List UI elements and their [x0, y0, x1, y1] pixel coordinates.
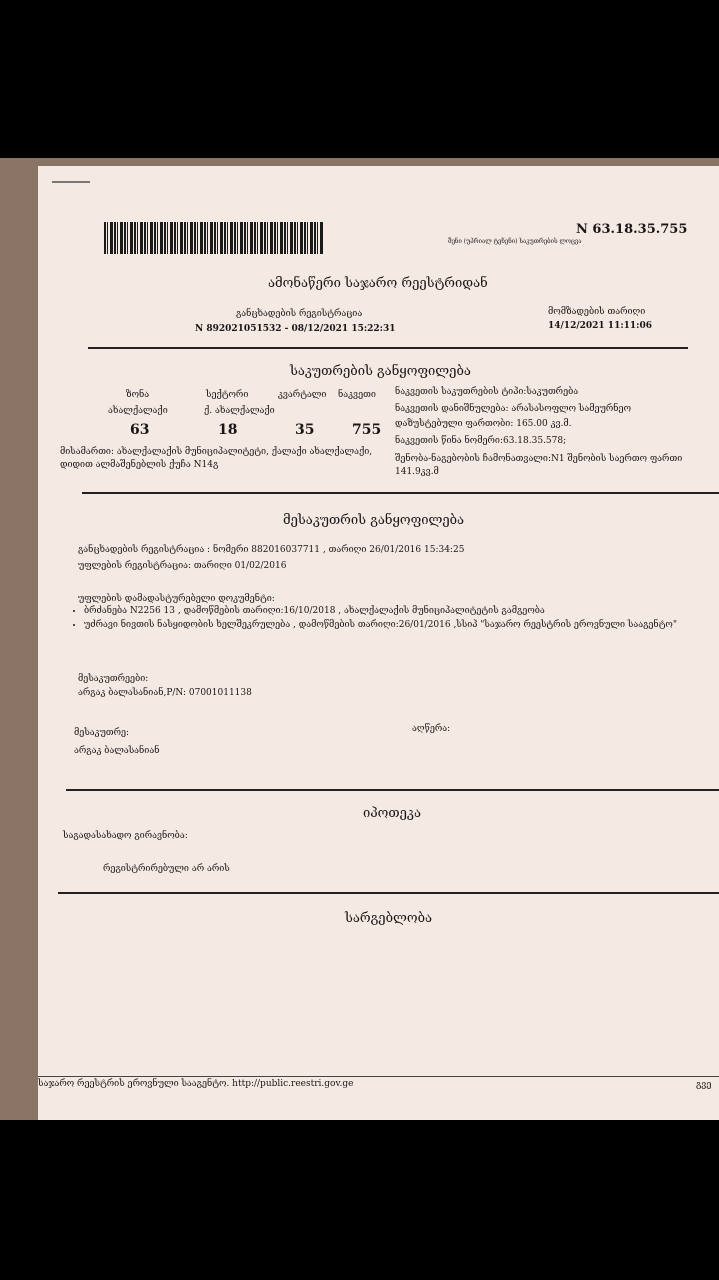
property-heading: საკუთრების განყოფილება [290, 364, 471, 379]
sector-label: სექტორი [206, 390, 249, 400]
certificate-label: შენი (უპრიალ ტენენი) საკუთრების ლოცვა [448, 238, 582, 245]
owner-label: მესაკუთრე: [74, 728, 130, 738]
zone-label: ზონა [126, 390, 150, 400]
registration-label: განცხადების რეგისტრაცია [236, 309, 363, 319]
land-area: დაზუსტებული ფართობი: 165.00 კვ.მ. [395, 419, 572, 429]
quarter-label: კვარტალი [278, 390, 327, 400]
owner-heading: მესაკუთრის განყოფილება [283, 513, 465, 528]
footer-agency-link[interactable]: საჯარო რეესტრის ეროვნული სააგენტო. http://public.reestri.gov.ge [38, 1079, 354, 1089]
owners-label: მესაკუთრეები: [78, 674, 149, 684]
mortgage-status: რეგისტრირებული არ არის [103, 864, 230, 874]
owners-value: არგაკ ბალასანიან,P/N: 07001011138 [78, 688, 252, 698]
zone-name: ახალქალაქი [108, 406, 168, 416]
document-title: ამონაწერი საჯარო რეესტრიდან [268, 276, 488, 291]
previous-number: ნაკვეთის წინა ნომერი:63.18.35.578; [395, 436, 567, 446]
basis-item: • უძრავი ნივთის ნასყიდობის ხელშეკრულება , დამოწმების თარიღი:26/01/2016 ,სსიპ "საჯარო რეესტრის ეროვნული სააგენტო" [84, 620, 714, 631]
divider [88, 347, 688, 349]
description-label: აღწერა: [412, 724, 451, 734]
sector-name: ქ. ახალქალაქი [204, 406, 275, 416]
basis-heading: უფლების დამადასტურებელი დოკუმენტი: [78, 594, 275, 604]
basis-item: • ბრძანება N2256 13 , დამოწმების თარიღი:16/10/2018 , ახალქალაქის მუნიციპალიტეტის გამგეობა [84, 606, 714, 617]
corner-mark [52, 181, 90, 183]
building-info: შენობა-ნაგებობის ჩამონათვალი:N1 შენობის საერთო ფართი 141.9კვ.მ [395, 454, 683, 477]
footer-page: გვე [696, 1080, 712, 1090]
divider [82, 492, 719, 494]
zone-value: 63 [130, 422, 150, 438]
right-registration: უფლების რეგისტრაცია: თარიღი 01/02/2016 [78, 561, 287, 571]
divider [58, 892, 719, 894]
basis-list [74, 606, 714, 635]
usage-heading: სარგებლობა [345, 911, 433, 926]
quarter-value: 35 [295, 422, 315, 438]
parcel-label: ნაკვეთი [338, 390, 376, 400]
owner-application: განცხადების რეგისტრაცია : ნომერი 882016037711 , თარიღი 26/01/2016 15:34:25 [78, 545, 465, 555]
mortgage-subject-label: საგადასახადო გირავნობა: [63, 831, 188, 841]
footer-divider [38, 1076, 719, 1077]
sector-value: 18 [218, 422, 238, 438]
parcel-value: 755 [352, 422, 382, 438]
property-address: მისამართი: ახალქალაქის მუნიციპალიტეტი, ქალაქი ახალქალაქი, დიდით ალმაშენებლის ქუჩა N14გ [60, 447, 373, 470]
mortgage-heading: იპოთეკა [363, 806, 422, 821]
issue-date-value: 14/12/2021 11:11:06 [548, 321, 653, 331]
certificate-number: N 63.18.35.755 [576, 222, 688, 237]
document-page [38, 166, 719, 1120]
barcode-image [104, 222, 324, 254]
divider [66, 789, 719, 791]
registration-value: N 892021051532 - 08/12/2021 15:22:31 [195, 324, 396, 334]
land-type: ნაკვეთის საკუთრების ტიპი:საკუთრება [395, 387, 579, 397]
owner-value: არგაკ ბალასანიან [74, 746, 160, 756]
issue-date-label: მომზადების თარიღი [548, 307, 646, 317]
land-purpose: ნაკვეთის დანიშნულება: არასასოფლო სამეურნეო [395, 404, 632, 414]
